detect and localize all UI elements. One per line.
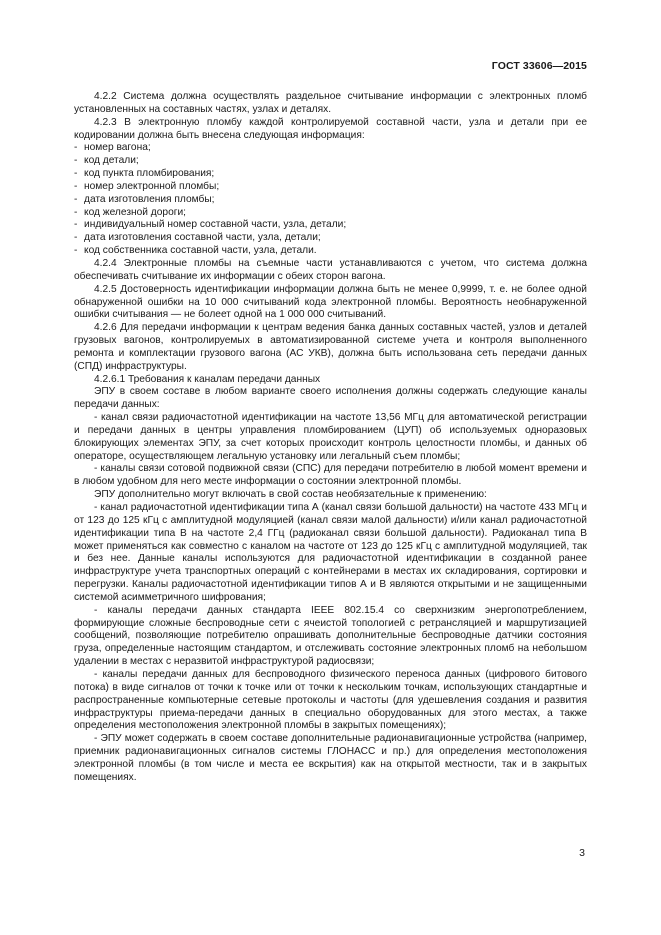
paragraph: ЭПУ дополнительно могут включать в свой состав необязательные к применению: — [94, 489, 487, 501]
paragraph: - каналы связи сотовой подвижной связи (СПС) для передачи потребителю в любой момент времени и в любом удобном для него месте информации о состоянии электронной пломбы. — [74, 463, 587, 488]
list-item — [74, 194, 587, 207]
paragraph: - канал радиочастотной идентификации типа А (канал связи большой дальности) на частоте 433 МГц и от 123 до 125 кГц с амплитудной модуляцией (канал связи малой дальности) и/или канал радиочастотной идентификации типа В на частоте 2,4 ГГц (радиоканал связи большой дальности). Радиоканал типа В может применяться как совместно с каналом на частоте от 123 до 125 кГц с амплитудной модуляцией, так и без нее. Данные каналы используются для радиочастотной идентификации в созданной ранее инфраструктуре учета транспортных операций с контейнерами в местах их складирования, сортировки и перегрузки. Каналы радиочастотной идентификации типов А и В являются открытыми и не защищенными системой асимметричного шифрования; — [74, 502, 587, 603]
list-item-text: код детали; — [84, 155, 139, 167]
list-item — [74, 219, 587, 232]
paragraph: 4.2.4 Электронные пломбы на съемные части устанавливаются с учетом, что система должна обеспечивать считывание их информации с обеих сторон вагона. — [74, 257, 587, 282]
list-item — [74, 142, 587, 155]
paragraph: ЭПУ в своем составе в любом варианте своего исполнения должны содержать следующие каналы передачи данных: — [74, 386, 587, 411]
page-number: 3 — [579, 847, 585, 859]
list-item-text: код собственника составной части, узла, детали. — [84, 245, 317, 257]
list-item — [74, 207, 587, 220]
list-item — [74, 245, 587, 258]
paragraph: 4.2.3 В электронную пломбу каждой контролируемой составной части, узла и детали при ее кодировании должна быть внесена следующая информация: — [74, 116, 587, 141]
list-bullet: - — [74, 180, 78, 192]
paragraph: 4.2.2 Система должна осуществлять раздельное считывание информации с электронных пломб установленных на составных частях, узлах и деталях. — [74, 91, 587, 115]
list-item-text: номер вагона; — [84, 142, 151, 154]
list-item-text: дата изготовления составной части, узла, детали; — [84, 232, 321, 244]
list-item-text: код железной дороги; — [84, 206, 186, 218]
list-item — [74, 168, 587, 181]
list-bullet: - — [74, 193, 78, 205]
list-item-text: номер электронной пломбы; — [84, 180, 220, 192]
list-item — [74, 232, 587, 245]
list-item-text: код пункта пломбирования; — [84, 168, 215, 180]
paragraph: - ЭПУ может содержать в своем составе дополнительные радионавигационные устройства (например, приемник радионавигационных сигналов системы ГЛОНАСС и пр.) для определения местоположения электронной пломбы (в том числе и места ее вскрытия) как на открытой местности, так и в закрытых помещениях. — [74, 733, 587, 783]
document-standard-number: ГОСТ 33606—2015 — [491, 60, 587, 72]
paragraph: 4.2.6.1 Требования к каналам передачи данных — [94, 373, 321, 385]
paragraph: - каналы передачи данных стандарта IEEE 802.15.4 со сверхнизким энергопотреблением, формирующие сложные беспроводные сети с ячеистой топологией с ретрансляцией и маршрутизацией сообщений, позволяющие потребителю опрашивать дополнительные беспроводные датчики состояния груза, определенные настоящим стандартом, и отслеживать состояние электронных пломб на небольшом удалении в местах с неразвитой инфраструктурой радиосвязи; — [74, 604, 587, 668]
list-bullet: - — [74, 232, 78, 244]
list-item — [74, 155, 587, 168]
list-bullet: - — [74, 219, 78, 231]
document-body — [74, 91, 587, 785]
paragraph: - каналы передачи данных для беспроводного физического переноса данных (цифрового битового потока) в виде сигналов от точки к точке или от точки к нескольким точкам, использующих стандартные и распространенные компьютерные сетевые протоколы и частоты (для удешевления создания и развития инфраструктуры приема-передачи данных в специально оборудованных для этого местах, а также определения местоположения электронной пломбы в закрытых помещениях); — [74, 668, 587, 732]
paragraph: - канал связи радиочастотной идентификации на частоте 13,56 МГц для автоматической регистрации и передачи данных в центры управления пломбированием (ЦУП) об используемых одноразовых блокирующих элементах ЭПУ, за счет которых происходит контроль целостности пломбы, и данных об операторе, осуществляющем легальную установку или легальный съем пломбы; — [74, 412, 587, 462]
list-bullet: - — [74, 155, 78, 167]
list-bullet: - — [74, 206, 78, 218]
list-item-text: индивидуальный номер составной части, узла, детали; — [84, 219, 347, 231]
list-item — [74, 181, 587, 194]
paragraph: 4.2.6 Для передачи информации к центрам ведения банка данных составных частей, узлов и деталей грузовых вагонов, контролируемых в автоматизированной системе учета и контроля выполненного ремонта и комплектации грузового вагона (АС УКВ), должна быть использована сеть передачи данных (СПД) инфраструктуры. — [74, 322, 587, 372]
paragraph: 4.2.5 Достоверность идентификации информации должна быть не менее 0,9999, т. е. не более одной обнаруженной ошибки на 10 000 считываний кода электронной пломбы. Вероятность необнаруженной ошибки считывания — не болеет одной на 1 000 000 считываний. — [74, 283, 587, 321]
list-bullet: - — [74, 168, 78, 180]
list-item-text: дата изготовления пломбы; — [84, 193, 215, 205]
list-bullet: - — [74, 245, 78, 257]
list-bullet: - — [74, 142, 78, 154]
